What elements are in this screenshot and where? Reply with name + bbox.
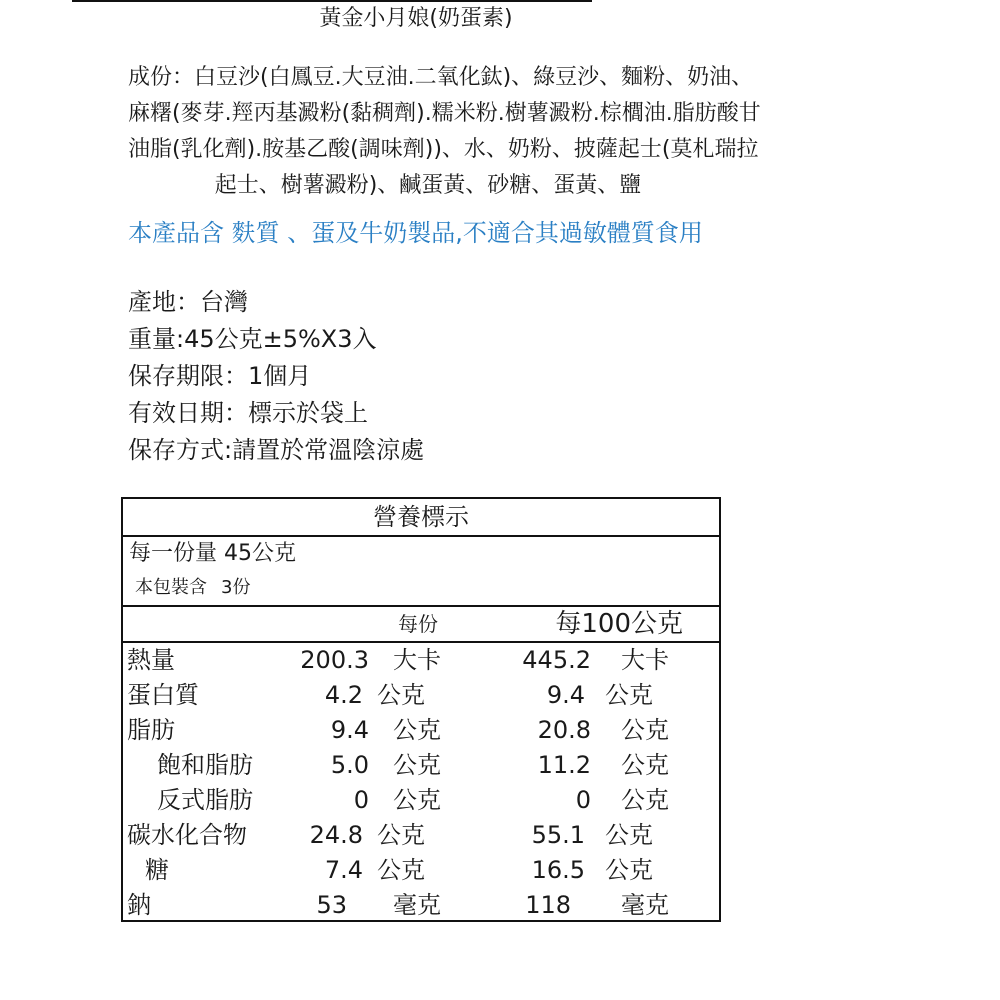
per-100g-value: 445.2 xyxy=(522,646,591,674)
nutrient-name: 熱量 xyxy=(127,646,175,674)
nutrient-row-fat xyxy=(123,713,719,748)
nutrient-name: 鈉 xyxy=(127,891,151,919)
per-100g-value: 0 xyxy=(575,786,591,814)
per-serving-value: 9.4 xyxy=(330,716,369,744)
per-100g-unit: 公克 xyxy=(621,751,669,779)
per-serving-value: 0 xyxy=(353,786,369,814)
allergen-warning: 本產品含 麩質 、蛋及牛奶製品,不適合其過敏體質食用 xyxy=(128,219,703,247)
per-serving-unit: 公克 xyxy=(377,856,425,884)
ingredients-line: 麻糬(麥芽.羥丙基澱粉(黏稠劑).糯米粉.樹薯澱粉.棕櫚油.脂肪酸甘 xyxy=(128,101,761,126)
product-title: 黃金小月娘(奶蛋素) xyxy=(319,6,513,31)
nutrient-row-carbohydrate xyxy=(123,818,719,853)
per-100g-unit: 公克 xyxy=(621,786,669,814)
col-per-100g: 每100公克 xyxy=(555,609,683,639)
nutrient-row-sugar xyxy=(123,853,719,888)
nutrient-name: 反式脂肪 xyxy=(157,786,253,814)
top-divider xyxy=(72,0,592,2)
nutrient-row-protein xyxy=(123,678,719,713)
servings-label: 本包裝含 xyxy=(135,577,207,598)
per-100g-value: 11.2 xyxy=(537,751,591,779)
per-100g-value: 55.1 xyxy=(531,821,585,849)
per-serving-unit: 公克 xyxy=(377,821,425,849)
per-serving-value: 7.4 xyxy=(324,856,363,884)
per-serving-value: 5.0 xyxy=(330,751,369,779)
ingredients-line: 起士、樹薯澱粉)、鹹蛋黃、砂糖、蛋黃、鹽 xyxy=(214,173,642,198)
ingredients-block xyxy=(128,60,848,204)
info-storage: 保存方式:請置於常溫陰涼處 xyxy=(128,436,425,464)
nutrient-row-trans-fat xyxy=(123,783,719,818)
product-info xyxy=(128,284,424,469)
col-per-serving: 每份 xyxy=(398,612,438,636)
per-100g-value: 9.4 xyxy=(546,681,585,709)
nutrient-row-saturated-fat xyxy=(123,748,719,783)
nutrition-header-row xyxy=(123,607,719,643)
per-100g-unit: 公克 xyxy=(605,856,653,884)
nutrition-rows xyxy=(123,643,719,923)
serving-size: 每一份量 45公克 xyxy=(129,541,296,566)
nutrition-title: 營養標示 xyxy=(123,499,719,537)
per-serving-value: 24.8 xyxy=(309,821,363,849)
info-shelf-life: 保存期限：1個月 xyxy=(128,362,312,390)
per-serving-unit: 公克 xyxy=(393,751,441,779)
ingredients-line: 成份：白豆沙(白鳳豆.大豆油.二氧化鈦)、綠豆沙、麵粉、奶油、 xyxy=(128,65,754,90)
nutrient-name: 碳水化合物 xyxy=(127,821,247,849)
nutrient-row-calories xyxy=(123,643,719,678)
per-100g-value: 20.8 xyxy=(537,716,591,744)
per-serving-value: 53 xyxy=(316,891,347,919)
per-100g-unit: 公克 xyxy=(605,821,653,849)
nutrient-row-sodium xyxy=(123,888,719,923)
nutrient-name: 蛋白質 xyxy=(127,681,199,709)
per-100g-value: 118 xyxy=(525,891,571,919)
nutrient-name: 脂肪 xyxy=(127,716,175,744)
nutrient-name: 飽和脂肪 xyxy=(157,751,253,779)
servings-value: 3份 xyxy=(221,577,251,598)
servings-per-pack xyxy=(123,571,719,607)
per-serving-value: 200.3 xyxy=(300,646,369,674)
nutrient-name: 糖 xyxy=(145,856,169,884)
per-100g-unit: 大卡 xyxy=(621,646,669,674)
per-serving-value: 4.2 xyxy=(324,681,363,709)
info-weight: 重量:45公克±5%X3入 xyxy=(128,325,377,353)
per-100g-unit: 毫克 xyxy=(621,891,669,919)
per-100g-unit: 公克 xyxy=(621,716,669,744)
per-serving-unit: 公克 xyxy=(393,786,441,814)
ingredients-line: 油脂(乳化劑).胺基乙酸(調味劑))、水、奶粉、披薩起士(莫札瑞拉 xyxy=(128,137,759,162)
per-serving-unit: 大卡 xyxy=(393,646,441,674)
per-serving-unit: 毫克 xyxy=(393,891,441,919)
info-origin: 產地：台灣 xyxy=(128,288,248,316)
per-serving-unit: 公克 xyxy=(377,681,425,709)
per-100g-value: 16.5 xyxy=(531,856,585,884)
per-serving-unit: 公克 xyxy=(393,716,441,744)
info-expiry: 有效日期：標示於袋上 xyxy=(128,399,368,427)
nutrition-table xyxy=(121,497,721,922)
per-100g-unit: 公克 xyxy=(605,681,653,709)
